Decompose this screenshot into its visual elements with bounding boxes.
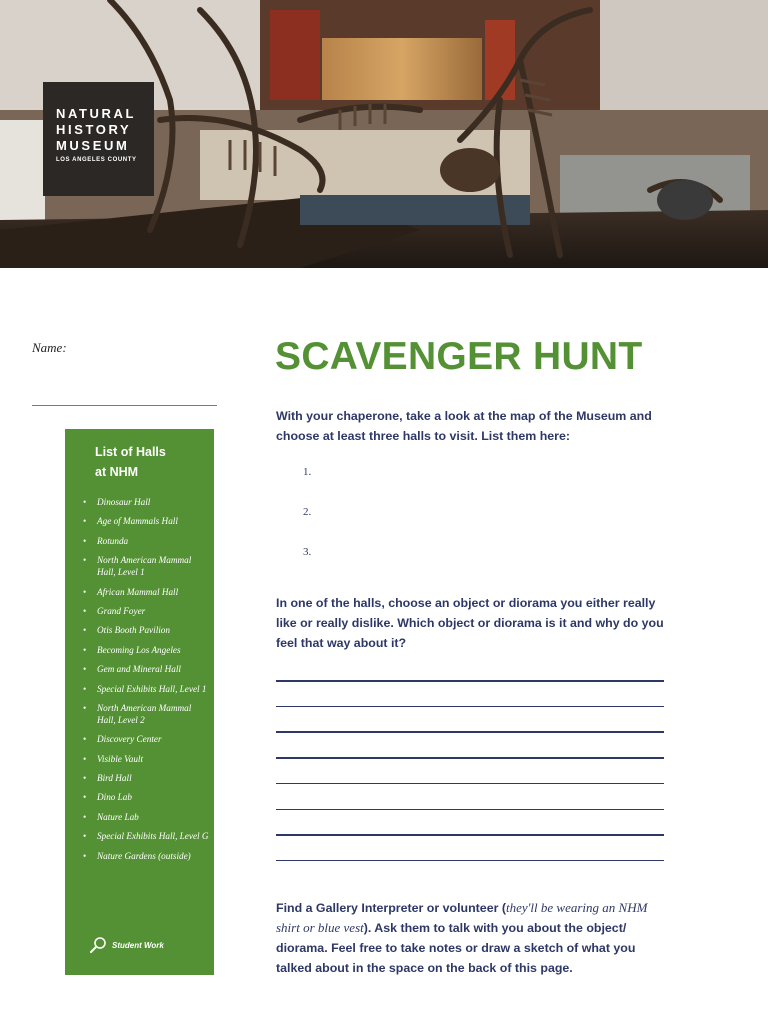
hall-list-item: • Special Exhibits Hall, Level G <box>81 830 209 842</box>
halls-sidebar <box>65 429 214 975</box>
hall-list-item: • Special Exhibits Hall, Level 1 <box>81 683 209 695</box>
logo-subtitle: LOS ANGELES COUNTY <box>56 157 137 163</box>
hall-list-item: • Nature Lab <box>81 811 209 823</box>
instruction3-part1: Find a Gallery Interpreter or volunteer ( <box>276 901 506 915</box>
answer-line[interactable] <box>276 783 664 785</box>
hall-list-item: • Becoming Los Angeles <box>81 644 209 656</box>
halls-list <box>81 496 209 869</box>
instruction3-part2: ). Ask them to talk with you about the object/ diorama. Feel free to take notes or draw a sketch of what you talked about in the space on the back of this page. <box>276 921 636 975</box>
page-title: SCAVENGER HUNT <box>275 335 643 378</box>
instruction-choose-halls: With your chaperone, take a look at the map of the Museum and choose at least three halls to visit. List them here: <box>276 409 652 443</box>
hall-list-item: • Dino Lab <box>81 791 209 803</box>
hall-list-item: • Grand Foyer <box>81 605 209 617</box>
list-number-3: 3. <box>303 546 312 558</box>
logo-line-2: HISTORY <box>56 122 132 137</box>
hall-list-item: • Rotunda <box>81 535 209 547</box>
answer-line[interactable] <box>276 809 664 811</box>
hall-list-item: • Gem and Mineral Hall <box>81 663 209 675</box>
magnifier-icon <box>89 936 107 954</box>
answer-line[interactable] <box>276 860 664 862</box>
header-photo <box>0 0 768 268</box>
hall-list-item: • Age of Mammals Hall <box>81 515 209 527</box>
answer-line[interactable] <box>276 731 664 733</box>
hall-list-item: • African Mammal Hall <box>81 586 209 598</box>
hall-list-item: • Discovery Center <box>81 733 209 745</box>
hall-list-item: • North American Mammal Hall, Level 1 <box>81 554 209 578</box>
hall-list-item: • Bird Hall <box>81 772 209 784</box>
answer-line[interactable] <box>276 706 664 708</box>
name-field-line[interactable] <box>32 405 217 406</box>
instruction-object-diorama: In one of the halls, choose an object or diorama you either really like or really dislike. Which object or diorama is it and why do you feel that way about it? <box>276 596 664 650</box>
name-label: Name: <box>32 340 67 355</box>
instruction3-italic: they'll be wearing an NHM shirt or blue vest <box>276 900 648 935</box>
hall-list-item: • Nature Gardens (outside) <box>81 850 209 862</box>
halls-title-line1: List of Halls <box>95 445 166 459</box>
hall-list-item: • Dinosaur Hall <box>81 496 209 508</box>
halls-title <box>95 442 205 482</box>
hall-list-item: • North American Mammal Hall, Level 2 <box>81 702 209 726</box>
answer-line[interactable] <box>276 680 664 682</box>
halls-title-line2: at NHM <box>95 465 139 479</box>
hall-list-item: • Visible Vault <box>81 753 209 765</box>
hall-list-item: • Otis Booth Pavilion <box>81 624 209 636</box>
instruction-gallery-interpreter <box>276 898 671 978</box>
list-number-1: 1. <box>303 466 312 478</box>
student-work-label: Student Work <box>112 940 164 950</box>
answer-line[interactable] <box>276 757 664 759</box>
student-work-badge <box>89 936 164 954</box>
answer-line[interactable] <box>276 834 664 836</box>
logo-line-3: MUSEUM <box>56 138 130 153</box>
list-number-2: 2. <box>303 506 312 518</box>
museum-logo[interactable] <box>43 82 154 196</box>
logo-line-1: NATURAL <box>56 106 137 121</box>
